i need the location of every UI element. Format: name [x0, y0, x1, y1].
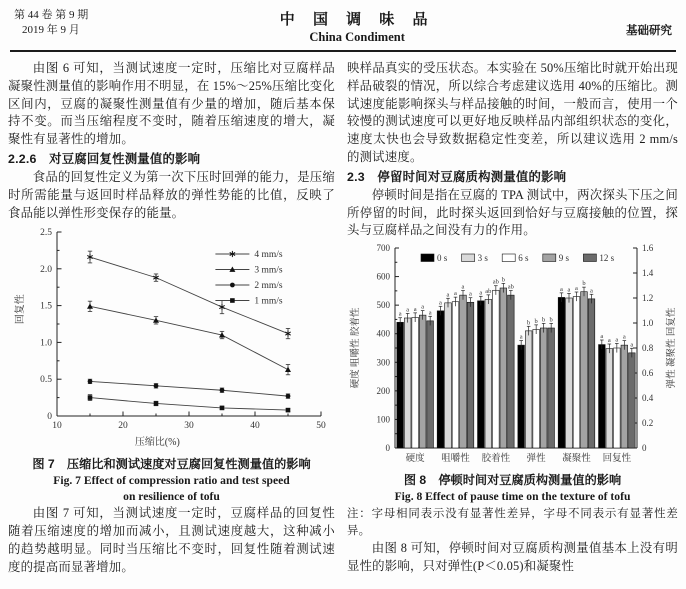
svg-text:咀嚼性: 咀嚼性: [441, 454, 470, 465]
svg-text:30: 30: [183, 421, 194, 432]
page-header: [0, 0, 686, 46]
svg-text:1.0: 1.0: [642, 318, 654, 329]
fig8-caption-en: Fig. 8 Effect of pause time on the texture of tofu: [394, 490, 631, 504]
svg-text:a: a: [413, 306, 417, 314]
svg-text:1.2: 1.2: [642, 293, 654, 304]
svg-text:弹性 凝聚性 回复性: 弹性 凝聚性 回复性: [667, 307, 677, 389]
figure-7: [8, 224, 335, 505]
svg-text:200: 200: [376, 386, 390, 397]
svg-text:a: a: [600, 333, 604, 341]
svg-text:a: a: [454, 290, 457, 298]
svg-text:a: a: [519, 333, 523, 341]
svg-text:0.8: 0.8: [642, 343, 654, 354]
svg-text:b: b: [582, 280, 586, 288]
svg-text:4 mm/s: 4 mm/s: [253, 250, 283, 261]
svg-text:6 s: 6 s: [518, 253, 529, 264]
svg-text:a: a: [622, 333, 626, 341]
paragraph-resilience-definition: 食品的回复性定义为第一次下压时回弹的能力，是压缩时所需能量与返回时样品释放的弹性势能的比值，反映了食品能以弹性形变保存的能量。: [8, 169, 335, 220]
fig8-bar-chart: [347, 242, 681, 472]
svg-text:0.4: 0.4: [642, 393, 654, 404]
left-column: [8, 60, 335, 577]
right-column: [347, 60, 678, 577]
section-label: 基础研究: [626, 25, 672, 37]
svg-text:50: 50: [315, 421, 326, 432]
fig8-caption-cn: 图 8 停顿时间对豆腐质构测量值的影响: [403, 473, 622, 488]
paragraph-pause-time-definition: 停顿时间是指在豆腐的 TPA 测试中，两次探头下压之间所停留的时间，此时探头返回到恰好与豆腐接触的位置，探头与豆腐样品之间没有力的作用。: [347, 187, 678, 238]
heading-2-2-6: 2.2.6 对豆腐回复性测量值的影响: [8, 151, 201, 166]
svg-text:12 s: 12 s: [599, 253, 615, 264]
svg-text:b: b: [501, 276, 505, 284]
svg-text:a: a: [607, 337, 611, 345]
svg-text:2 mm/s: 2 mm/s: [253, 281, 283, 292]
svg-text:b: b: [549, 316, 553, 324]
svg-text:ab: ab: [485, 288, 492, 296]
svg-text:100: 100: [376, 414, 390, 425]
two-column-body: [0, 52, 686, 577]
svg-text:40: 40: [249, 421, 260, 432]
fig7-caption-en-1: Fig. 7 Effect of compression ratio and test speed: [53, 474, 290, 488]
svg-text:3 mm/s: 3 mm/s: [253, 266, 283, 277]
svg-text:b: b: [542, 316, 546, 324]
svg-text:0.5: 0.5: [39, 375, 52, 386]
fig7-caption-en-2: on resilience of tofu: [123, 490, 220, 504]
svg-text:凝聚性: 凝聚性: [562, 454, 591, 465]
svg-text:硬度 咀嚼性 胶着性: 硬度 咀嚼性 胶着性: [351, 307, 361, 389]
svg-text:0: 0: [46, 412, 52, 423]
paragraph-compression-speed: 映样品真实的受压状态。本实验在 50%压缩比时就开始出现样品破裂的情况，所以综合考虑建议选用 40%的压缩比。测试速度能影响探头与样品接触的时间，一般而言，使用一个较慢的测试速度可以更好地反映样品内部组织状态的变化，速度太快也会导致数据稳定性变差，所以建议选用 2 mm/s 的测试速度。: [347, 61, 678, 164]
svg-text:压缩比(%): 压缩比(%): [134, 437, 180, 449]
svg-text:1.5: 1.5: [39, 301, 52, 312]
svg-text:a: a: [428, 309, 432, 317]
svg-text:a: a: [398, 310, 402, 318]
svg-text:1.0: 1.0: [39, 338, 52, 349]
svg-text:弹性: 弹性: [526, 454, 546, 465]
svg-text:a: a: [630, 341, 634, 349]
volume-issue: 第 44 卷 第 9 期: [14, 9, 89, 21]
fig8-note: 注：字母相同表示没有显著性差异，字母不同表示有显著性差异。: [347, 508, 678, 538]
svg-text:3 s: 3 s: [477, 253, 488, 264]
fig7-line-chart: [11, 224, 333, 456]
paragraph-fig8-discussion: 由图 8 可知，停顿时间对豆腐质构测量值基本上没有明显性的影响，只对弹性(P＜0.05)和凝聚性: [347, 541, 678, 573]
svg-text:b: b: [534, 318, 538, 326]
svg-text:300: 300: [376, 357, 390, 368]
issue-info: [14, 8, 88, 38]
svg-text:0.6: 0.6: [642, 368, 654, 379]
svg-text:500: 500: [376, 300, 390, 311]
svg-text:2.0: 2.0: [39, 265, 52, 276]
svg-text:a: a: [461, 283, 465, 291]
svg-text:2.5: 2.5: [39, 228, 52, 239]
svg-text:b: b: [527, 319, 531, 327]
svg-text:1.4: 1.4: [642, 268, 654, 279]
svg-text:a: a: [615, 336, 619, 344]
svg-text:胶着性: 胶着性: [481, 454, 511, 465]
svg-text:0: 0: [385, 443, 390, 454]
heading-2-3: 2.3 停留时间对豆腐质构测量值的影响: [347, 169, 567, 184]
svg-text:ab: ab: [507, 283, 514, 291]
figure-8: [347, 242, 678, 505]
svg-text:回复性: 回复性: [14, 294, 26, 325]
svg-text:回复性: 回复性: [602, 454, 632, 465]
fig7-caption-cn: 图 7 压缩比和测试速度对豆腐回复性测量值的影响: [32, 457, 311, 472]
svg-text:a: a: [469, 290, 472, 298]
svg-text:1 mm/s: 1 mm/s: [253, 297, 283, 308]
svg-text:a: a: [439, 299, 442, 307]
svg-text:a: a: [567, 286, 571, 294]
svg-text:a: a: [421, 303, 425, 311]
svg-text:0.2: 0.2: [642, 418, 654, 429]
svg-text:a: a: [406, 306, 410, 314]
svg-text:20: 20: [117, 421, 128, 432]
svg-text:a: a: [446, 291, 450, 299]
issue-date: 2019 年 9 月: [22, 24, 80, 36]
svg-text:0 s: 0 s: [437, 253, 448, 264]
svg-text:9 s: 9 s: [558, 253, 570, 264]
svg-text:a: a: [560, 286, 563, 294]
paragraph-fig6-discussion: 由图 6 可知，当测试速度一定时，压缩比对豆腐样品凝聚性测量值的影响作用不明显，在 15%～25%压缩比变化区间内，豆腐的凝聚性测量值有少量的增加，随后基本保持不变。而当压缩程度不变时，随着压缩速度的增大，凝聚性有显著性的增加。: [8, 61, 335, 147]
svg-text:700: 700: [376, 243, 390, 254]
paragraph-fig7-discussion: 由图 7 可知，当测试速度一定时，豆腐样品的回复性随着压缩速度的增加而减小，且测试速度越大，这种减小的趋势越明显。同时当压缩比不变时，回复性随着测试速度的提高而显著增加。: [8, 506, 335, 574]
journal-title-en: China Condiment: [309, 30, 405, 44]
journal-title: [88, 8, 626, 45]
svg-text:a: a: [590, 287, 593, 295]
svg-text:10: 10: [51, 421, 62, 432]
svg-text:0: 0: [642, 443, 647, 454]
svg-text:600: 600: [376, 271, 390, 282]
svg-text:a: a: [575, 285, 578, 293]
svg-text:400: 400: [376, 328, 390, 339]
svg-text:ab: ab: [492, 278, 499, 286]
svg-text:1.6: 1.6: [642, 243, 654, 254]
svg-text:硬度: 硬度: [405, 454, 425, 465]
journal-title-cn: 中 国 调 味 品: [279, 11, 435, 28]
figure-8-caption: [347, 472, 678, 505]
svg-text:a: a: [479, 289, 483, 297]
figure-7-caption: [8, 456, 335, 505]
